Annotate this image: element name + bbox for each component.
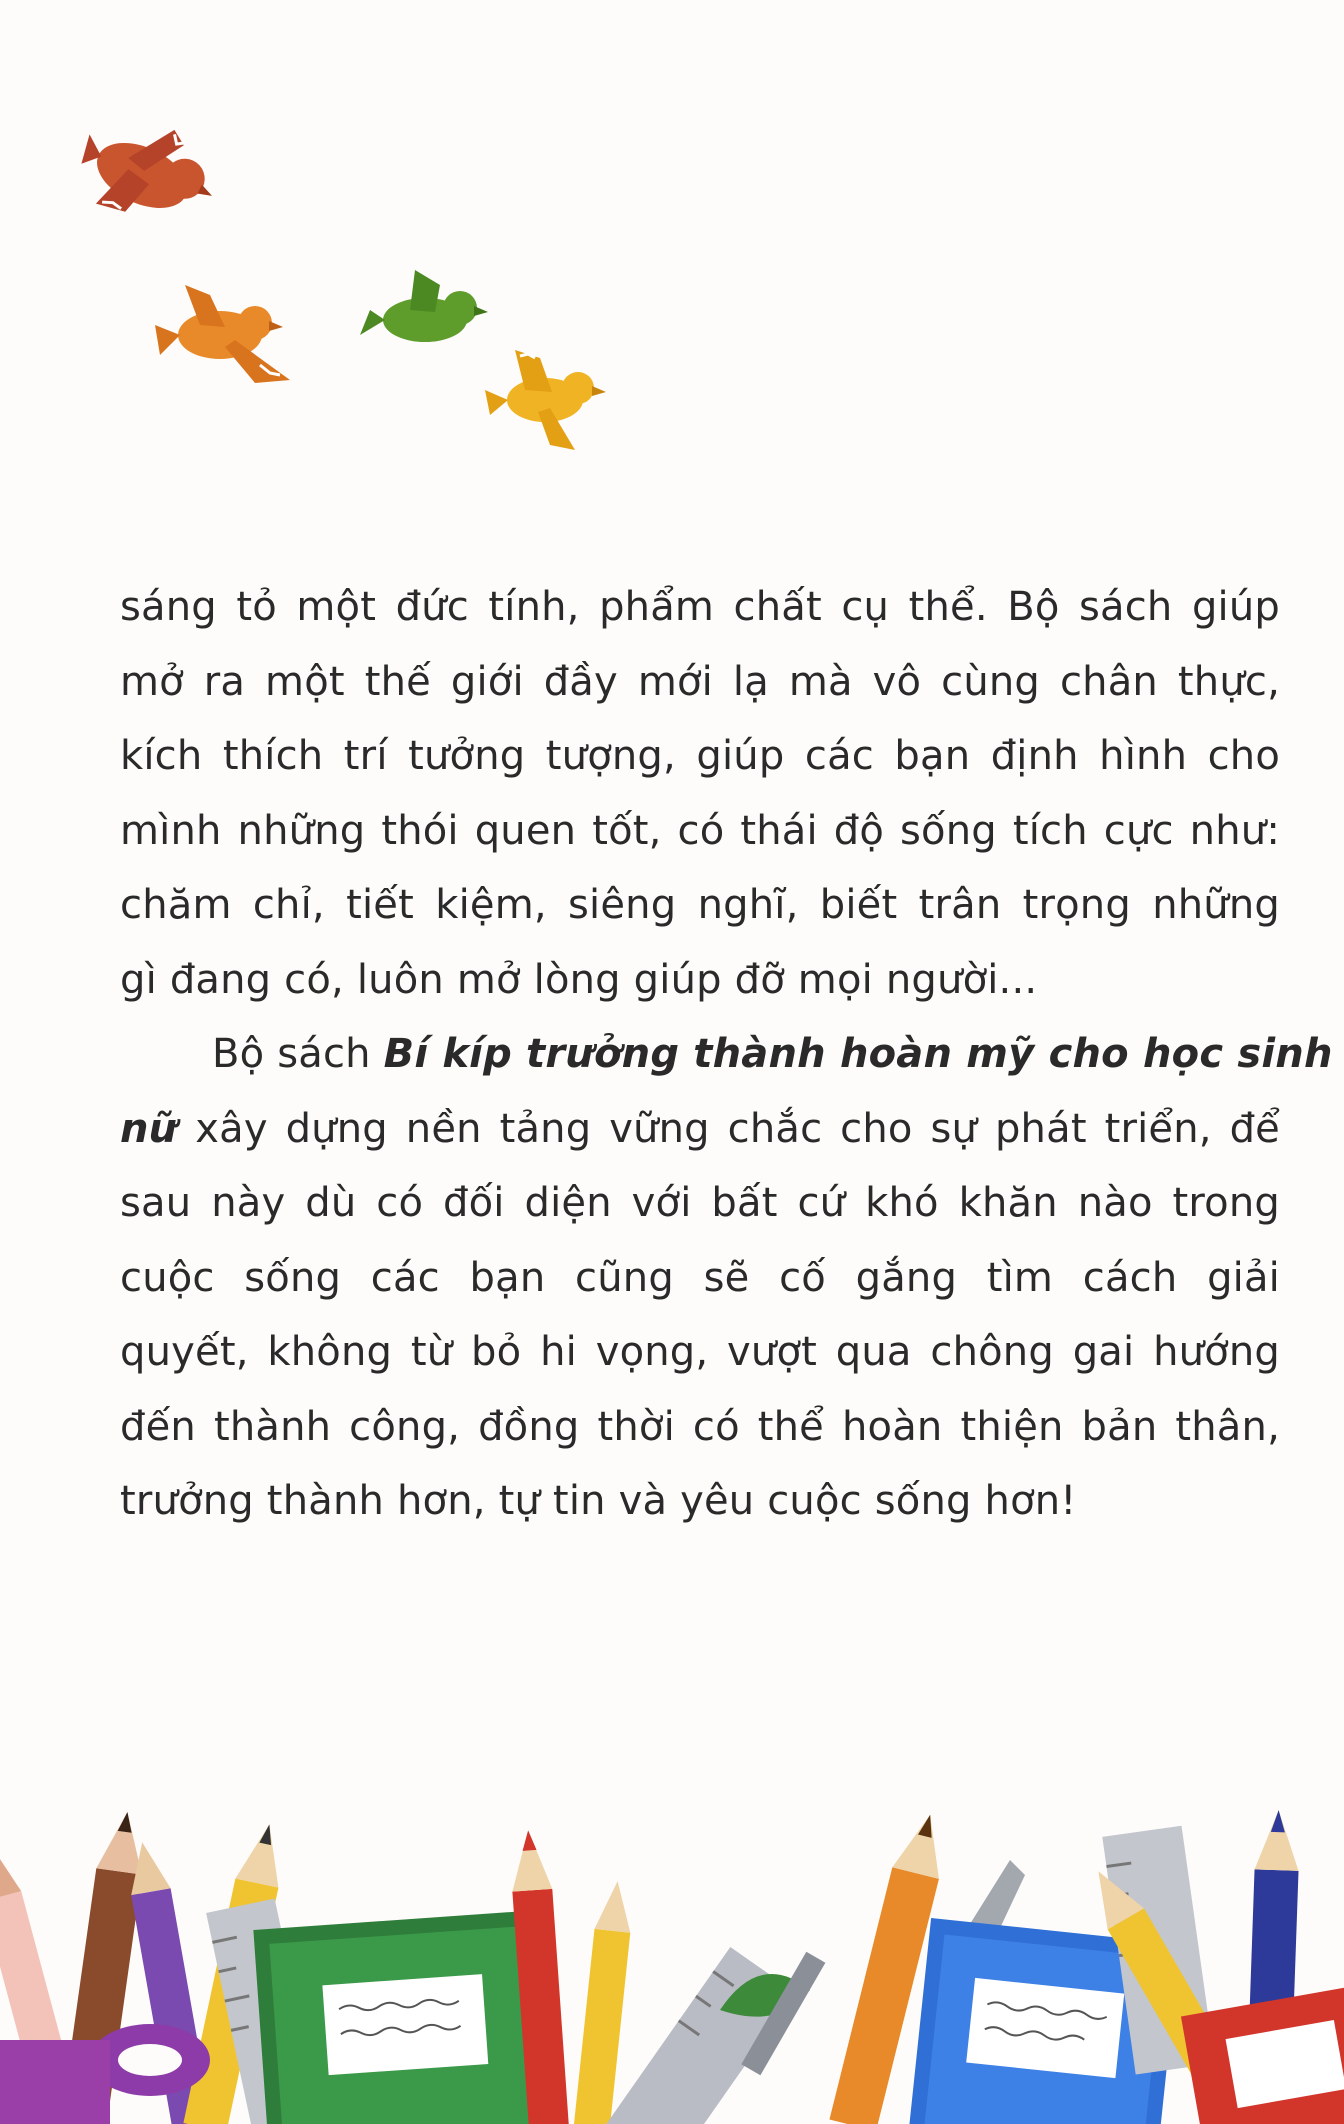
text-line: trưởng thành hơn, tự tin và yêu cuộc sống hơn! [120, 1478, 1077, 1524]
red-bird-icon [64, 110, 230, 247]
text-line: cuộc sống các bạn cũng sẽ cố gắng tìm cách giải [120, 1254, 1280, 1301]
body-text [120, 570, 1333, 1539]
text-line: kích thích trí tưởng tượng, giúp các bạn định hình cho [120, 733, 1280, 779]
text-line: đến thành công, đồng thời có thể hoàn thiện bản thân, [120, 1403, 1280, 1450]
text-line: mình những thói quen tốt, có thái độ sống tích cực như: [120, 807, 1280, 854]
paragraph-2 [120, 1017, 1333, 1539]
green-bird-icon [360, 270, 488, 342]
notebook-icon [253, 1910, 559, 2124]
text-fragment: Bộ sách [212, 1031, 384, 1077]
yellow-bird-icon [485, 350, 606, 450]
text-fragment: xây dựng nền tảng vững chắc cho sự phát triển, để [177, 1105, 1280, 1152]
book-title-end: nữ [120, 1105, 178, 1152]
school-supplies-illustration [0, 1800, 1344, 2124]
pencil-icon [571, 1879, 635, 2124]
text-line: quyết, không từ bỏ hi vọng, vượt qua chông gai hướng [120, 1329, 1280, 1375]
text-line: sáng tỏ một đức tính, phẩm chất cụ thể. Bộ sách giúp [120, 584, 1280, 630]
text-line: mở ra một thế giới đầy mới lạ mà vô cùng chân thực, [120, 658, 1280, 705]
orange-bird-icon [155, 285, 290, 383]
text-line: chăm chỉ, tiết kiệm, siêng nghĩ, biết trân trọng những [120, 882, 1280, 928]
notebook-icon [0, 2040, 110, 2124]
text-line: gì đang có, luôn mở lòng giúp đỡ mọi người... [120, 956, 1038, 1003]
text-line: sau này dù có đối diện với bất cứ khó khăn nào trong [120, 1180, 1280, 1226]
text-line [120, 1092, 1280, 1167]
paragraph-1 [120, 570, 1280, 1017]
book-title: Bí kíp trưởng thành hoàn mỹ cho học sinh [383, 1031, 1333, 1077]
birds-illustration [60, 110, 620, 470]
text-line [120, 1017, 1333, 1092]
